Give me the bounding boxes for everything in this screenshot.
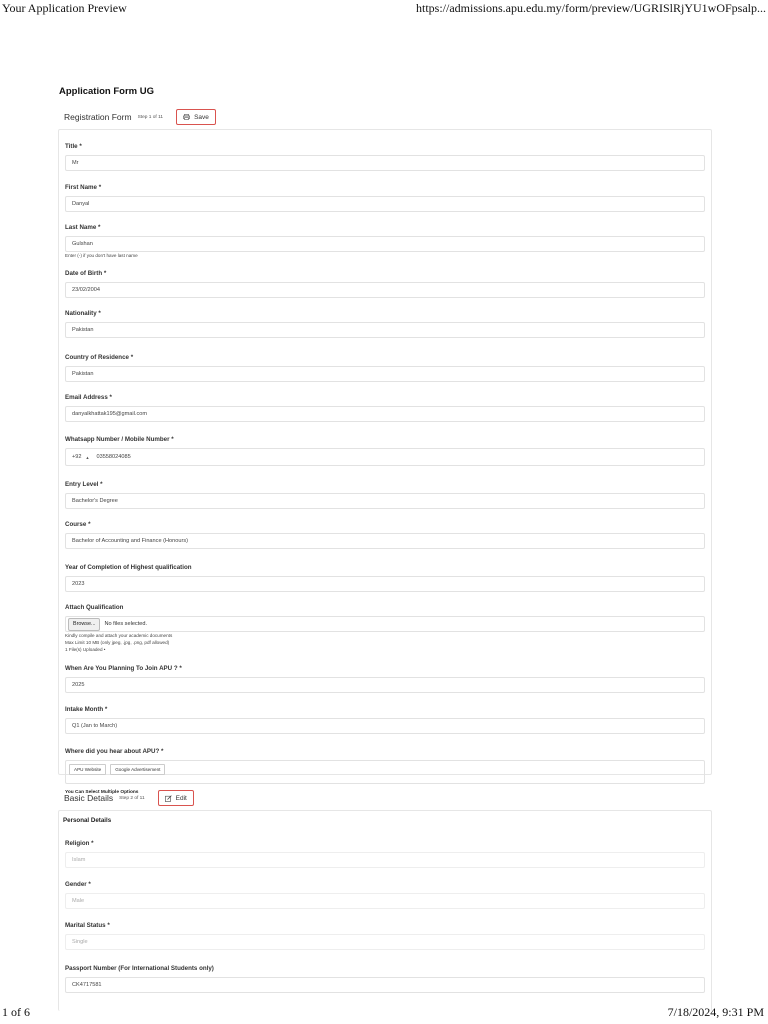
course-field	[65, 520, 705, 549]
last-name-label: Last Name	[65, 224, 97, 231]
country-code-select[interactable]	[72, 454, 89, 460]
passport-field	[65, 964, 705, 993]
title-label: Title	[65, 143, 78, 150]
browse-button[interactable]: Browse...	[68, 618, 100, 631]
step1-title: Registration Form	[64, 112, 132, 122]
course-label: Course	[65, 521, 87, 528]
printer-icon	[183, 114, 190, 120]
first-name-input[interactable]: Danyal	[65, 196, 705, 212]
residence-label: Country of Residence	[65, 354, 129, 361]
save-button[interactable]	[176, 109, 216, 125]
residence-input[interactable]: Pakistan	[65, 366, 705, 382]
intake-input[interactable]: Q1 (Jan to March)	[65, 718, 705, 734]
last-name-field	[65, 223, 705, 259]
print-url: https://admissions.apu.edu.my/form/preview/UGRISlRjYU1wOFpsalp...	[416, 1, 766, 15]
required-mark: *	[98, 184, 102, 191]
nationality-field	[65, 309, 705, 338]
gender-label: Gender	[65, 881, 87, 888]
required-mark: *	[161, 748, 164, 755]
required-mark: *	[104, 706, 108, 713]
edit-button-label: Edit	[175, 794, 187, 802]
dob-label: Date of Birth	[65, 270, 103, 277]
join-year-label: When Are You Planning To Join APU ?	[65, 665, 178, 672]
required-mark: *	[88, 881, 91, 888]
qualification-label: Attach Qualification	[65, 604, 124, 611]
required-mark: *	[98, 224, 101, 231]
required-mark: *	[98, 310, 101, 317]
marital-field	[65, 921, 705, 950]
email-input[interactable]: danyalkhattak195@gmail.com	[65, 406, 705, 422]
intake-field	[65, 705, 705, 734]
step1-count: Step 1 of 11	[137, 114, 164, 120]
first-name-field	[65, 183, 705, 212]
qualification-help-1: Kindly compile and attach your academic documents	[65, 633, 173, 638]
qualification-help-2: Max Limit 10 MB (only jpeg, .jpg, .png, pdf allowed)	[65, 640, 170, 645]
required-mark: *	[100, 481, 103, 488]
required-mark: *	[130, 354, 134, 361]
phone-label: Whatsapp Number / Mobile Number	[65, 436, 170, 443]
marital-input[interactable]: Single	[65, 934, 705, 950]
entry-level-field	[65, 480, 705, 509]
title-field	[65, 142, 705, 171]
completion-year-field	[65, 563, 705, 592]
dob-field	[65, 269, 705, 298]
completion-year-label: Year of Completion of Highest qualification	[65, 564, 192, 571]
phone-field	[65, 435, 705, 466]
required-mark: *	[109, 394, 112, 401]
phone-input[interactable]: 03558024085	[96, 454, 131, 460]
tag-google-ads[interactable]: Google Advertisement	[110, 764, 165, 775]
registration-form-card	[58, 129, 712, 795]
gender-field	[65, 880, 705, 909]
edit-button[interactable]	[158, 790, 194, 806]
page-number: 1 of 6	[2, 1005, 30, 1019]
hear-multiselect[interactable]	[65, 760, 705, 784]
religion-input[interactable]: Islam	[65, 852, 705, 868]
last-name-help: Enter (-) if you don't have last name	[65, 253, 138, 258]
first-name-label: First Name	[65, 184, 97, 191]
required-mark: *	[91, 840, 94, 847]
join-year-field	[65, 664, 705, 693]
qualification-field	[65, 603, 705, 653]
qualification-file-input	[65, 616, 705, 632]
course-input[interactable]: Bachelor of Accounting and Finance (Honours)	[65, 533, 705, 549]
hear-label: Where did you hear about APU?	[65, 748, 160, 755]
qualification-uploaded[interactable]: 1 File(s) Uploaded •	[65, 647, 106, 652]
country-code-value: +92	[72, 454, 82, 460]
hear-field	[65, 747, 705, 795]
nationality-label: Nationality	[65, 310, 97, 317]
step2-header	[64, 790, 712, 806]
passport-input[interactable]: CK4717581	[65, 977, 705, 993]
title-input[interactable]: Mr	[65, 155, 705, 171]
required-mark: *	[107, 922, 110, 929]
file-status: No files selected.	[104, 621, 148, 627]
multiselect-note: You Can Select Multiple Options	[65, 790, 139, 795]
nationality-input[interactable]: Pakistan	[65, 322, 705, 338]
religion-label: Religion	[65, 840, 90, 847]
marital-label: Marital Status	[65, 922, 106, 929]
last-name-input[interactable]: Gulshan	[65, 236, 705, 252]
entry-level-input[interactable]: Bachelor's Degree	[65, 493, 705, 509]
intake-label: Intake Month	[65, 706, 104, 713]
entry-level-label: Entry Level	[65, 481, 99, 488]
required-mark: *	[79, 143, 82, 150]
print-footer	[0, 1004, 768, 1024]
join-year-input[interactable]: 2025	[65, 677, 705, 693]
required-mark: *	[179, 665, 182, 672]
edit-icon	[165, 795, 172, 802]
required-mark: *	[103, 270, 107, 277]
save-button-label: Save	[194, 113, 209, 121]
step2-count: Step 2 of 11	[119, 795, 145, 801]
page-title: Application Form UG	[59, 86, 154, 97]
step1-header	[64, 109, 712, 125]
residence-field	[65, 353, 705, 382]
email-field	[65, 393, 705, 422]
passport-label: Passport Number (For International Students only)	[65, 965, 214, 972]
religion-field	[65, 839, 705, 868]
print-title: Your Application Preview	[2, 1, 127, 15]
print-header	[0, 0, 768, 20]
print-datetime: 7/18/2024, 9:31 PM	[667, 1005, 764, 1019]
dob-input[interactable]: 23/02/2004	[65, 282, 705, 298]
gender-input[interactable]: Male	[65, 893, 705, 909]
tag-apu-website[interactable]: APU Website	[69, 764, 106, 775]
step2-title: Basic Details	[64, 793, 114, 803]
required-mark: *	[88, 521, 91, 528]
completion-year-input[interactable]: 2023	[65, 576, 705, 592]
phone-input-group	[65, 448, 705, 466]
personal-details-heading: Personal Details	[63, 817, 112, 824]
caret-down-icon: ▲	[85, 454, 90, 460]
required-mark: *	[171, 436, 174, 443]
form-content	[58, 86, 712, 1011]
email-label: Email Address	[65, 394, 108, 401]
basic-details-card	[58, 810, 712, 1011]
